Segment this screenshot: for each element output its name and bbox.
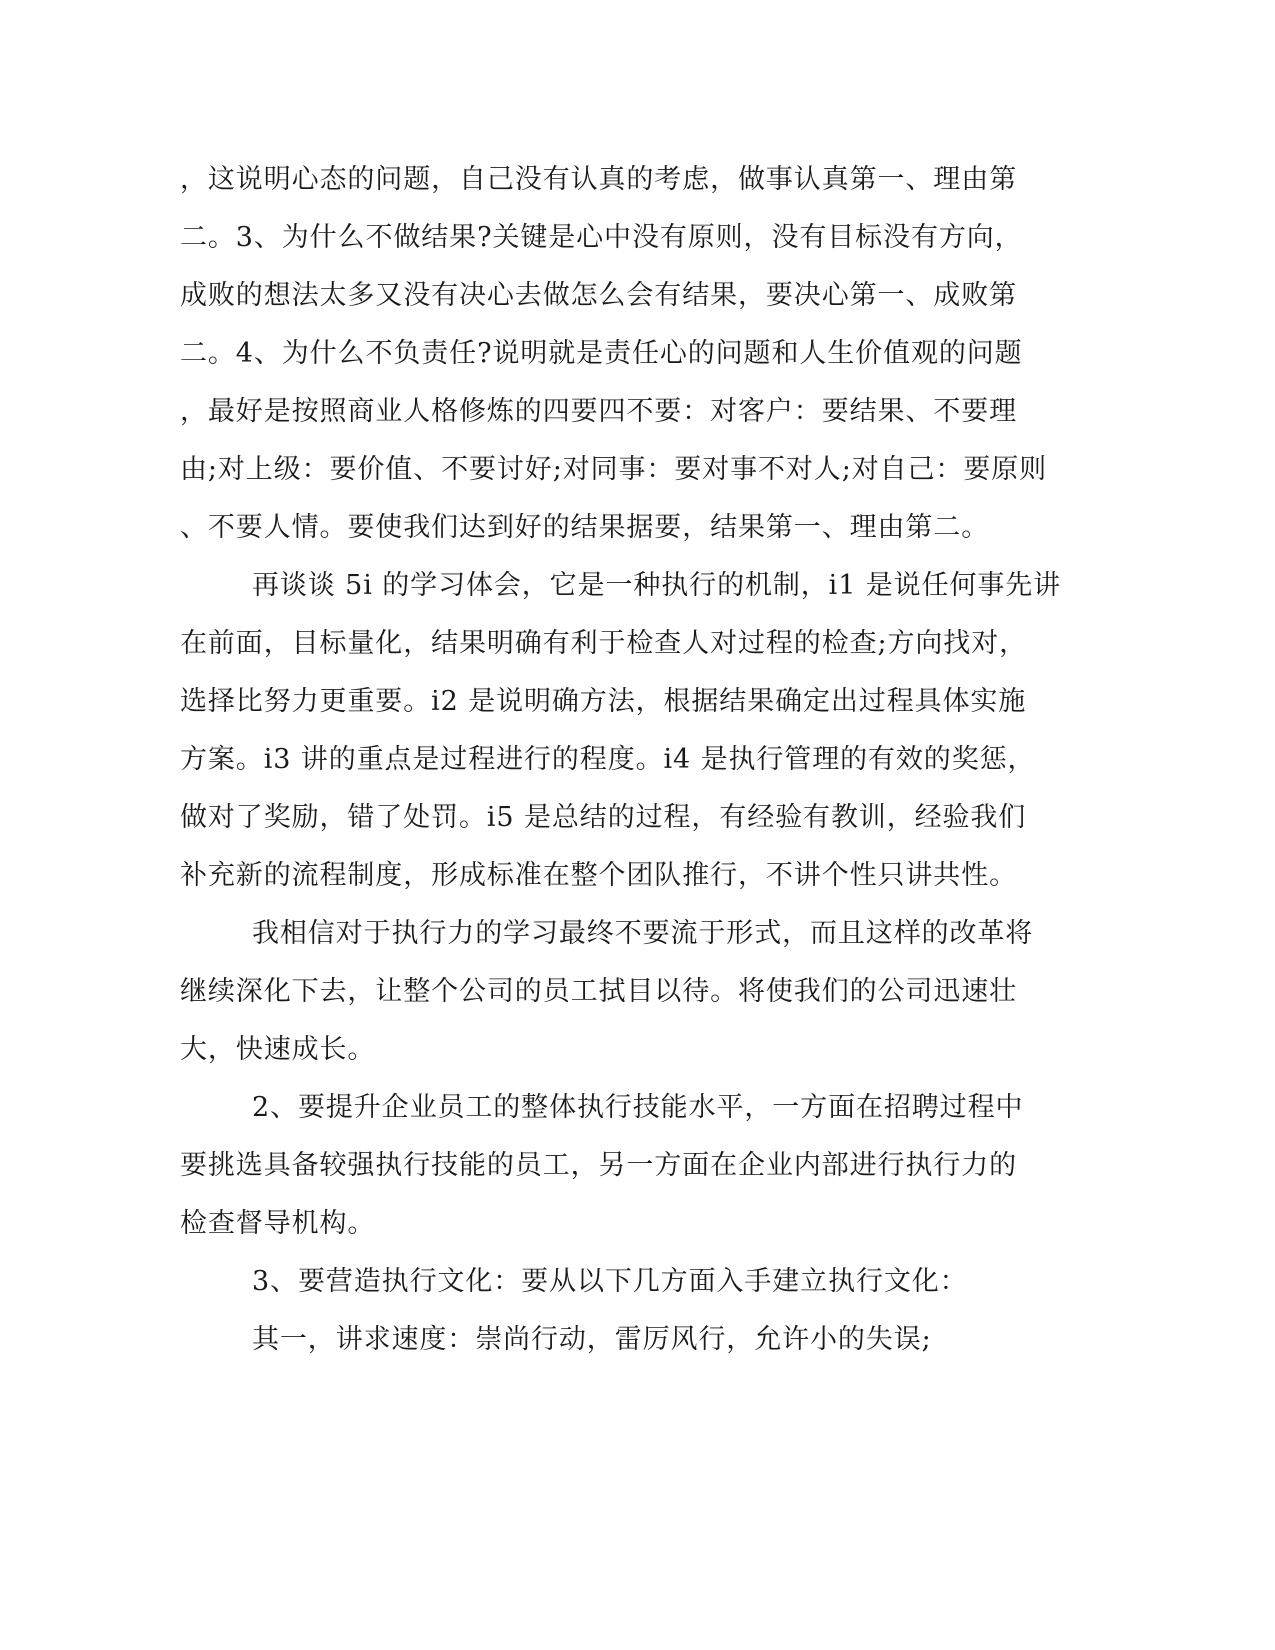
- text-line: 选择比努力更重要。i2 是说明确方法，根据结果确定出过程具体实施: [180, 686, 1027, 717]
- text-line: 二。3、为什么不做结果?关键是心中没有原则，没有目标没有方向，: [180, 222, 1023, 253]
- text-line: ，这说明心态的问题，自己没有认真的考虑，做事认真第一、理由第: [180, 164, 1017, 195]
- text-line: 补充新的流程制度，形成标准在整个团队推行，不讲个性只讲共性。: [180, 860, 1017, 891]
- paragraph-first-line: 其一，讲求速度：崇尚行动，雷厉风行，允许小的失误;: [252, 1324, 932, 1355]
- text-line: 大，快速成长。: [180, 1034, 376, 1065]
- paragraph-first-line: 我相信对于执行力的学习最终不要流于形式，而且这样的改革将: [252, 918, 1034, 949]
- text-line: 在前面，目标量化，结果明确有利于检查人对过程的检查;方向找对，: [180, 628, 1027, 659]
- text-line: 由;对上级：要价值、不要讨好;对同事：要对事不对人;对自己：要原则: [180, 454, 1047, 485]
- text-line: ，最好是按照商业人格修炼的四要四不要：对客户：要结果、不要理: [180, 396, 1017, 427]
- text-line: 要挑选具备较强执行技能的员工，另一方面在企业内部进行执行力的: [180, 1150, 1017, 1181]
- paragraph-first-line: 2、要提升企业员工的整体执行技能水平，一方面在招聘过程中: [252, 1092, 1024, 1123]
- text-line: 二。4、为什么不负责任?说明就是责任心的问题和人生价值观的问题: [180, 338, 1023, 369]
- paragraph-first-line: 再谈谈 5i 的学习体会，它是一种执行的机制，i1 是说任何事先讲: [252, 570, 1062, 601]
- text-line: 、不要人情。要使我们达到好的结果据要，结果第一、理由第二。: [180, 512, 990, 543]
- paragraph-first-line: 3、要营造执行文化：要从以下几方面入手建立执行文化：: [252, 1266, 968, 1297]
- text-line: 方案。i3 讲的重点是过程进行的程度。i4 是执行管理的有效的奖惩，: [180, 744, 1036, 775]
- text-line: 成败的想法太多又没有决心去做怎么会有结果，要决心第一、成败第: [180, 280, 1017, 311]
- text-line: 继续深化下去，让整个公司的员工拭目以待。将使我们的公司迅速壮: [180, 976, 1017, 1007]
- text-line: 检查督导机构。: [180, 1208, 376, 1239]
- text-line: 做对了奖励，错了处罚。i5 是总结的过程，有经验有教训，经验我们: [180, 802, 1027, 833]
